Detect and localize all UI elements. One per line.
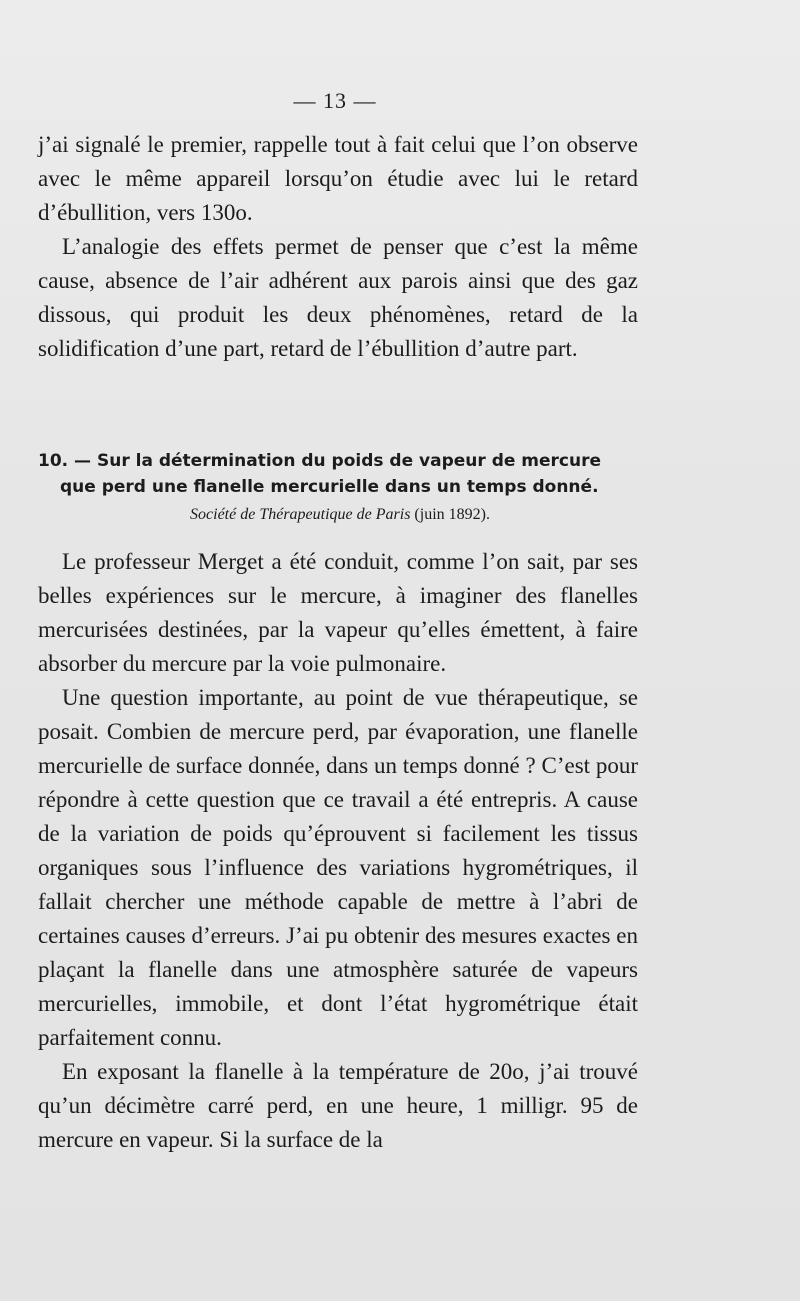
paragraph-question: Une question importante, au point de vue thérapeutique, se posait. Combien de mercure perd, par évaporation, une flanelle mercurielle de surface donnée, dans un temps donné ? C’est pour répondre à cette question que ce travail a été entrepris. A cause de la variation de poids qu’éprouvent si facilement les tissus organiques sous l’influence des variations hygrométriques, il fallait chercher une méthode capable de mettre à l’abri de certaines causes d’erreurs. J’ai pu obtenir des mesures exactes en plaçant la flanelle dans une atmosphère saturée de vapeurs mercurielles, immobile, et dont l’état hygrométrique était parfaitement connu. [38,685,638,1050]
text-block-main [38,545,638,1157]
section-number: 10. — [38,451,92,471]
source-society: Société de Thérapeutique de Paris [190,506,411,523]
paragraph-merget: Le professeur Merget a été conduit, comme l’on sait, par ses belles expériences sur le mercure, à imaginer des flanelles mercurisées destinées, par la vapeur qu’elles émettent, à faire absorber du mercure par la voie pulmonaire. [38,549,638,676]
page-number: — 13 — [293,88,377,113]
section-source [0,506,680,524]
source-date: (juin 1892). [414,506,490,523]
section-title-line1: Sur la détermination du poids de vapeur de mercure [96,451,602,471]
section-title-line2: que perd une flanelle mercurielle dans un temps donné. [60,477,599,497]
paragraph-analogy: L’analogie des effets permet de penser que c’est la même cause, absence de l’air adhérent aux parois ainsi que des gaz dissous, qui produit les deux phénomènes, retard de la solidification d’une part, retard de l’ébullition d’autre part. [38,234,638,361]
paragraph-continuation: j’ai signalé le premier, rappelle tout à fait celui que l’on observe avec le même appareil lorsqu’on étudie avec lui le retard d’ébullition, vers 130o. [38,132,638,225]
text-block-top [38,128,638,366]
paragraph-result: En exposant la flanelle à la température de 20o, j’ai trouvé qu’un décimètre carré perd, en une heure, 1 milligr. 95 de mercure en vapeur. Si la surface de la [38,1059,638,1152]
section-heading [38,448,638,500]
